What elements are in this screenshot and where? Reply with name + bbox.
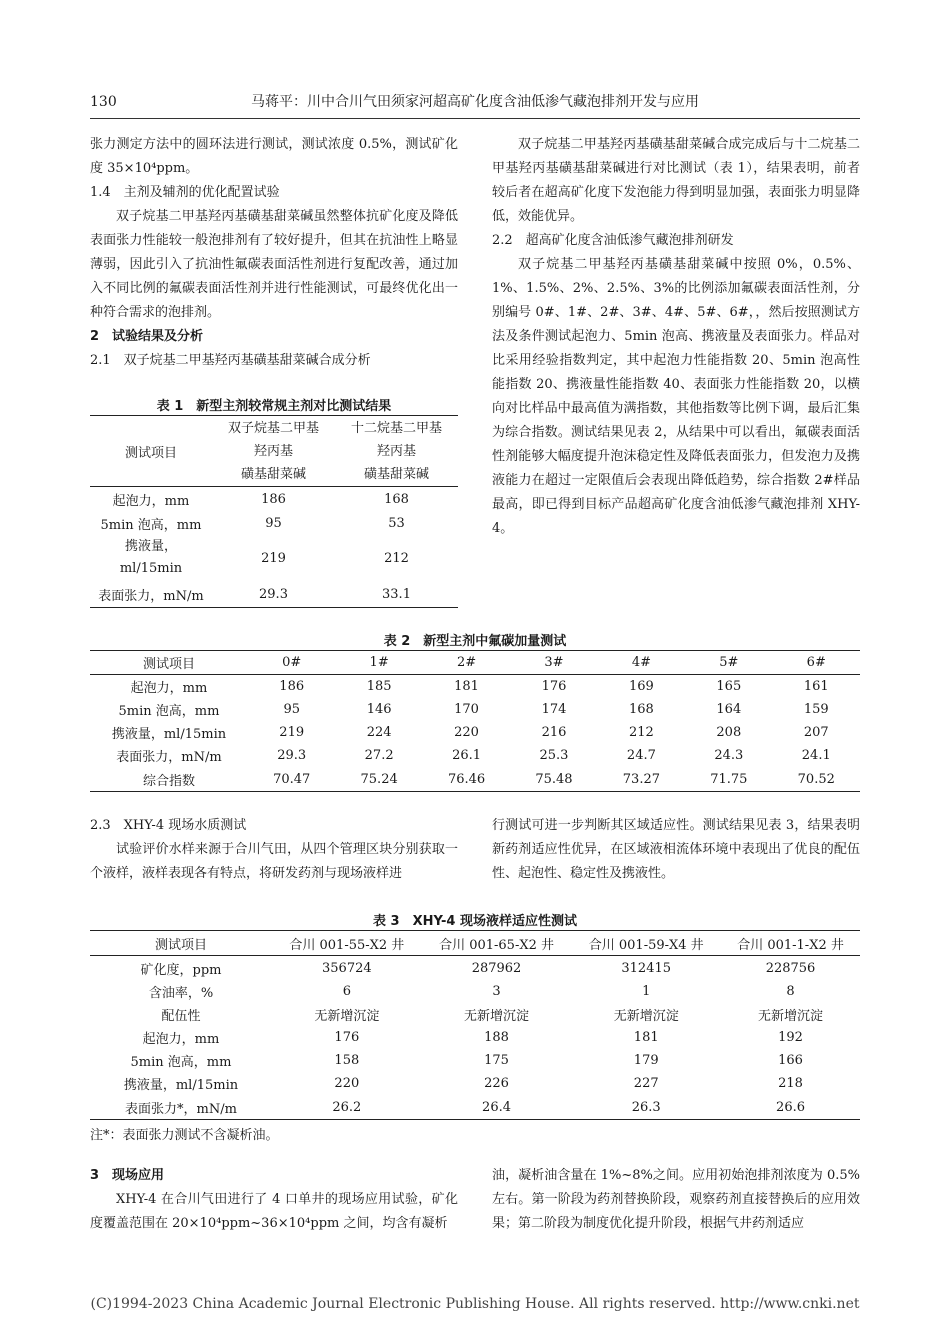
table-1-caption: 表 1 新型主剂较常规主剂对比测试结果 (156, 399, 392, 414)
table-2-header-row: 测试项目 0# 1# 2# 3# 4# 5# 6# (90, 651, 860, 675)
table-row: 综合指数 70.47 75.24 76.46 75.48 73.27 71.75 70.52 (90, 767, 860, 792)
left-paragraph-2: 双子烷基二甲基羟丙基磺基甜菜碱虽然整体抗矿化度及降低表面张力性能较一般泡排剂有了较好提升，但其在抗油性上略显薄弱，因此引入了抗油性氟碳表面活性剂进行复配改善，通过加入不同比例的氟碳表面活性剂并进行性能测试，可最终优化出一种符合需求的泡排剂。 (90, 209, 458, 320)
section-2-3-heading: 2.3 XHY-4 现场水质测试 (90, 818, 247, 833)
table-1 (90, 415, 458, 608)
table-3-caption: 表 3 XHY-4 现场液样适应性测试 (373, 914, 577, 929)
section-2-3-paragraph-left: 试验评价水样来源于合川气田，从四个管理区块分别获取一个液样，液样表现各有特点，将研发药剂与现场液样进 (90, 842, 458, 881)
table-row: 起泡力，mm 186 185 181 176 169 165 161 (130, 679, 829, 696)
table-3-note: 注*：表面张力测试不含凝析油。 (90, 1128, 279, 1143)
table-row: 起泡力，mm 186 168 (112, 491, 409, 509)
right-column-top (492, 133, 860, 541)
table-row: 表面张力，mN/m 29.3 33.1 (90, 581, 458, 608)
left-paragraph-1: 张力测定方法中的圆环法进行测试，测试浓度 0.5%，测试矿化度 35×10⁴ppm。 (90, 137, 458, 176)
table-row: 表面张力，mN/m 29.3 27.2 26.1 25.3 24.7 24.3 24.1 (116, 748, 831, 765)
section-3-heading: 3 现场应用 (90, 1168, 165, 1183)
running-title: 马蒋平：川中合川气田须家河超高矿化度含油低渗气藏泡排剂开发与应用 (251, 94, 699, 110)
page-number: 130 (90, 94, 117, 110)
table-3 (90, 930, 860, 1120)
copyright-footer: (C)1994-2023 China Academic Journal Electronic Publishing House. All rights reserved. http://www.cnki.net (90, 1296, 860, 1312)
right-paragraph-2: 双子烷基二甲基羟丙基磺基甜菜碱中按照 0%，0.5%、1%、1.5%、2%、2.5%、3%的比例添加氟碳表面活性剂，分别编号 0#、1#、2#、3#、4#、5#、6#，，然后按照测试方法及条件测试起泡力、5min 泡高、携液量及表面张力。样品对比采用经验指数判定，其中起泡力性能指数 20、5min 泡高性能指数 20、携液量性能指数 40、表面张力性能指数 20，以横向对比样品中最高值为满指数，其他指数等比例下调，最后汇集为综合指数。测试结果见表 2，从结果中可以看出，氟碳表面活性剂能够大幅度提升泡沫稳定性及降低表面张力，但发泡力及携液能力在超过一定限值后会表现出降低趋势，综合指数 2#样品最高，即已得到目标产品超高矿化度含油低渗气藏泡排剂 XHY-4。 (492, 257, 860, 536)
table-row: 5min 泡高，mm 95 53 (100, 515, 405, 533)
table-row: 5min 泡高，mm 158 175 179 166 (130, 1053, 803, 1070)
section-2-3-paragraph-right: 行测试可进一步判断其区域适应性。测试结果见表 3，结果表明新药剂适应性优异，在区域液相流体环境中表现出了优良的配伍性、起泡性、稳定性及携液性。 (492, 818, 860, 881)
right-paragraph-1: 双子烷基二甲基羟丙基磺基甜菜碱合成完成后与十二烷基二甲基羟丙基磺基甜菜碱进行对比测试（表 1），结果表明，前者较后者在超高矿化度下发泡能力得到明显加强，表面张力明显降低，效能优异。 (492, 137, 860, 224)
table-1-header: 测试项目 (124, 445, 177, 461)
section-3-left (90, 1164, 458, 1236)
section-3-right (492, 1164, 860, 1236)
section-2-1-heading: 2.1 双子烷基二甲基羟丙基磺基甜菜碱合成分析 (90, 353, 371, 368)
table-1-header-row (90, 416, 458, 487)
table-row: 携液量，ml/15min 220 226 227 218 (123, 1076, 803, 1093)
table-row: 携液量， ml/15min 219 212 (119, 539, 409, 576)
section-2-3-right (492, 814, 860, 886)
table-row: 含油率，% 6 3 1 8 (148, 984, 795, 1001)
table-row: 表面张力*，mN/m 26.2 26.4 26.3 26.6 (90, 1095, 860, 1120)
section-3-paragraph-left: XHY-4 在合川气田进行了 4 口单井的现场应用试验，矿化度覆盖范围在 20×10⁴ppm~36×10⁴ppm 之间，均含有凝析 (90, 1192, 458, 1231)
table-row: 配伍性 无新增沉淀 无新增沉淀 无新增沉淀 无新增沉淀 (161, 1009, 824, 1024)
section-3-paragraph-right: 油，凝析油含量在 1%~8%之间。应用初始泡排剂浓度为 0.5%左右。第一阶段为药剂替换阶段，观察药剂直接替换后的应用效果；第二阶段为制度优化提升阶段，根据气井药剂适应 (492, 1168, 860, 1231)
left-column-top (90, 133, 458, 373)
table-1-header: 双子烷基二甲基 羟丙基 磺基甜菜碱 (227, 420, 319, 482)
section-2-2-heading: 2.2 超高矿化度含油低渗气藏泡排剂研发 (492, 233, 734, 248)
table-row: 矿化度，ppm 356724 287962 312415 228756 (140, 960, 816, 978)
table-2-caption: 表 2 新型主剂中氟碳加量测试 (383, 634, 567, 649)
table-3-header-row: 测试项目 合川 001-55-X2 井 合川 001-65-X2 井 合川 001-59-X4 井 合川 001-1-X2 井 (90, 931, 860, 956)
section-2-heading: 2 试验结果及分析 (90, 329, 204, 344)
table-row: 携液量，ml/15min 219 224 220 216 212 208 207 (111, 725, 829, 742)
section-2-3-left (90, 814, 458, 886)
table-1-header: 十二烷基二甲基 羟丙基 磺基甜菜碱 (350, 420, 442, 482)
table-row: 起泡力，mm 176 188 181 192 (142, 1030, 803, 1047)
header-rule (90, 118, 860, 119)
table-2 (90, 650, 860, 792)
section-1-4-heading: 1.4 主剂及辅剂的优化配置试验 (90, 185, 280, 200)
table-row: 5min 泡高，mm 95 146 170 174 168 164 159 (118, 702, 829, 719)
running-header (90, 92, 860, 114)
